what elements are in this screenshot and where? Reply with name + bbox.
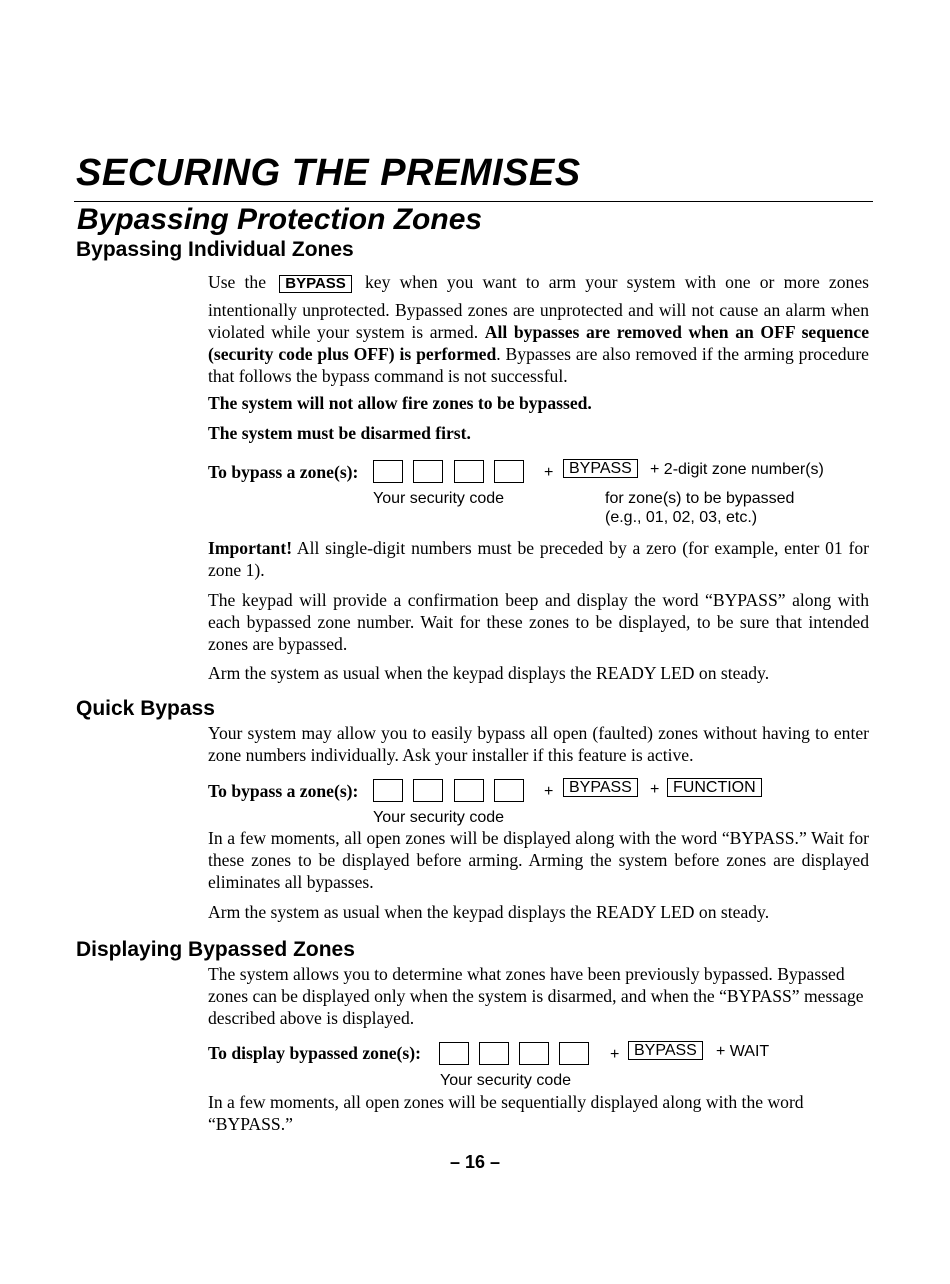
security-code-caption: Your security code	[440, 1072, 572, 1089]
note-disarm-first: The system must be disarmed first.	[208, 423, 471, 443]
zone-number-suffix: + 2-digit zone number(s)	[650, 461, 824, 478]
wait-suffix: + WAIT	[716, 1043, 770, 1060]
paragraph-intro-line1	[208, 271, 869, 293]
sequence-label-quick-bypass: To bypass a zone(s):	[208, 781, 359, 801]
important-label: Important!	[208, 538, 293, 558]
paragraph-keypad-confirmation: The keypad will provide a confirmation beep and display the word “BYPASS” along with each bypassed zone number. Wait for these zones to be displayed, to be sure that intended zones are bypassed.	[208, 590, 869, 654]
paragraph-quick-bypass-moments: In a few moments, all open zones will be displayed along with the word “BYPASS.” Wait for these zones to be displayed before arming. Arming the system before zones are displayed eliminates all bypasses.	[208, 828, 869, 892]
intro-text-end: . Bypasses are also removed if the arming procedure that follows the bypass command is not successful.	[208, 344, 869, 386]
plus-sign: +	[650, 781, 660, 798]
security-code-caption: Your security code	[373, 490, 505, 507]
heading-quick-bypass: Quick Bypass	[76, 697, 215, 720]
code-digit-box	[519, 1042, 549, 1065]
security-code-caption: Your security code	[373, 809, 505, 826]
bypass-key: BYPASS	[563, 459, 638, 478]
important-text: All single-digit numbers must be preceded by a zero (for example, enter 01 for zone 1).	[208, 538, 869, 580]
sequence-label-bypass: To bypass a zone(s):	[208, 462, 359, 482]
code-digit-box	[454, 460, 484, 483]
paragraph-display-moments: In a few moments, all open zones will be sequentially displayed along with the word “BYPASS.”	[208, 1092, 804, 1134]
function-key: FUNCTION	[667, 778, 762, 797]
code-digit-box	[494, 460, 524, 483]
section-title: Bypassing Protection Zones	[77, 203, 483, 236]
code-digit-box	[479, 1042, 509, 1065]
heading-individual-zones: Bypassing Individual Zones	[76, 238, 354, 261]
code-digit-box	[454, 779, 484, 802]
zone-caption-line2: (e.g., 01, 02, 03, etc.)	[605, 509, 758, 526]
heading-displaying-bypassed: Displaying Bypassed Zones	[76, 938, 355, 961]
zone-caption-line1: for zone(s) to be bypassed	[605, 490, 795, 507]
paragraph-quick-bypass-intro: Your system may allow you to easily bypass all open (faulted) zones without having to enter zone numbers individually. Ask your installer if this feature is active.	[208, 723, 869, 765]
page-number: – 16 –	[449, 1152, 501, 1172]
paragraph-display-intro: The system allows you to determine what zones have been previously bypassed. Bypassed zones can be displayed only when the system is disarmed, and when the “BYPASS” message described above is displayed.	[208, 964, 864, 1028]
sequence-label-display: To display bypassed zone(s):	[208, 1043, 421, 1063]
title-rule	[74, 201, 873, 202]
code-digit-box	[413, 779, 443, 802]
code-digit-box	[373, 460, 403, 483]
bypass-key-inline: BYPASS	[279, 275, 352, 293]
bypass-key: BYPASS	[563, 778, 638, 797]
code-digit-box	[559, 1042, 589, 1065]
intro-text-rest: intentionally unprotected. Bypassed zones are unprotected and will not cause an alarm when violated while your system is armed.	[208, 300, 869, 342]
plus-sign: +	[610, 1046, 620, 1063]
plus-sign: +	[544, 783, 554, 800]
code-digit-box	[413, 460, 443, 483]
paragraph-arm-system: Arm the system as usual when the keypad displays the READY LED on steady.	[208, 663, 770, 683]
plus-sign: +	[544, 464, 554, 481]
paragraph-quick-arm: Arm the system as usual when the keypad displays the READY LED on steady.	[208, 902, 770, 922]
note-fire-zones: The system will not allow fire zones to be bypassed.	[208, 393, 592, 413]
bypass-key: BYPASS	[628, 1041, 703, 1060]
code-digit-box	[373, 779, 403, 802]
important-note	[208, 537, 869, 581]
intro-text-bold: All bypasses are removed when an OFF sequence (security code plus OFF) is performed	[208, 322, 870, 364]
code-digit-box	[494, 779, 524, 802]
page-title: SECURING THE PREMISES	[76, 152, 581, 194]
intro-text-start: Use the	[208, 272, 267, 292]
code-digit-box	[439, 1042, 469, 1065]
paragraph-intro-rest	[208, 299, 869, 387]
intro-text-after-key: key when you want to arm your system with one or more zones	[365, 272, 869, 292]
